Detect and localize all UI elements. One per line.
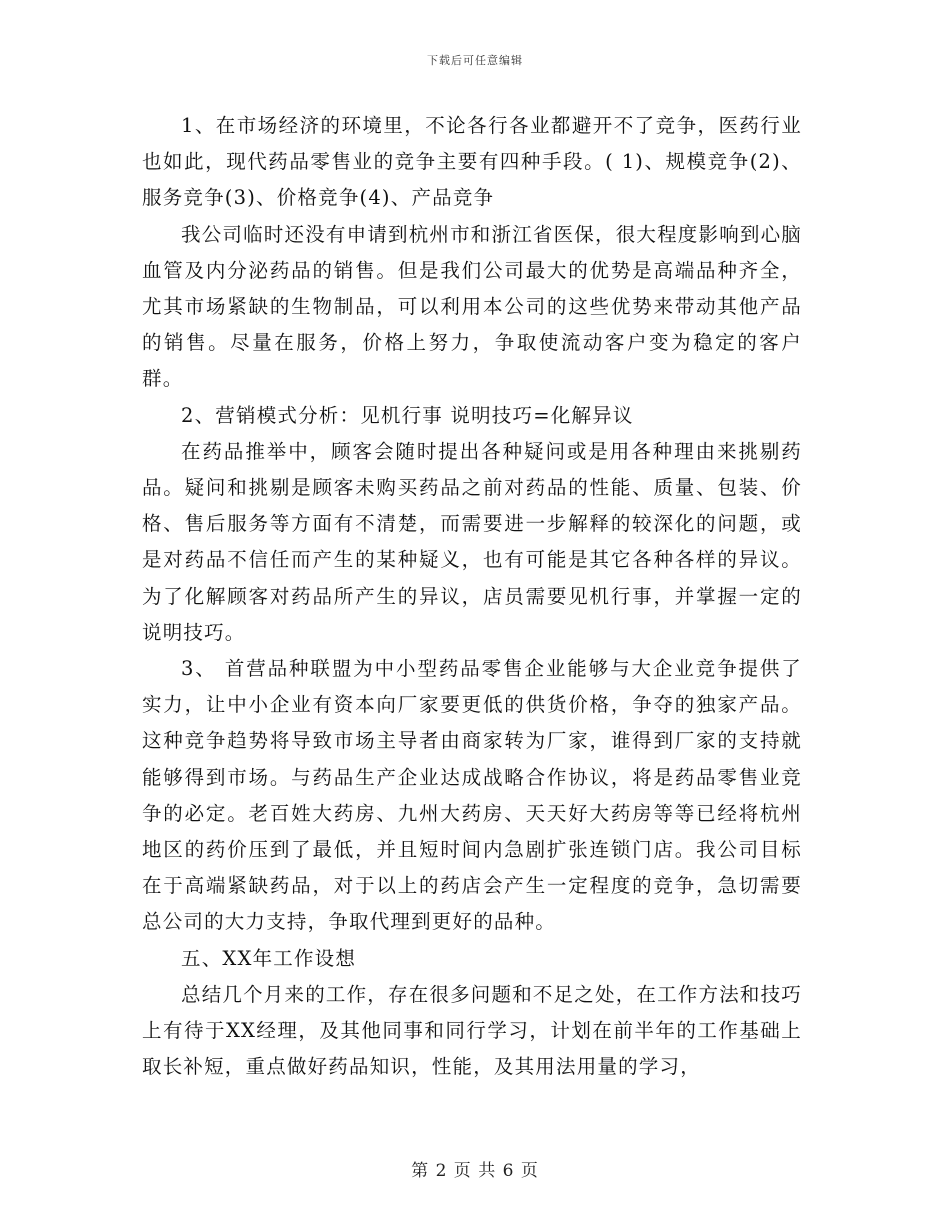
document-body [142,108,802,1085]
page-footer: 第 2 页 共 6 页 [411,1161,539,1181]
paragraph-objection-handling: 在药品推举中，顾客会随时提出各种疑问或是用各种理由来挑剔药品。疑问和挑剔是顾客未购买药品之前对药品的性能、质量、包装、价格、售后服务等方面有不清楚，而需要进一步解释的较深化的问题，或是对药品不信任而产生的某种疑义，也有可能是其它各种各样的异议。为了化解顾客对药品所产生的异议，店员需要见机行事，并掌握一定的说明技巧。 [142,439,802,644]
paragraph-competition-means: 1、在市场经济的环境里，不论各行各业都避开不了竞争，医药行业也如此，现代药品零售业的竞争主要有四种手段。( 1)、规模竞争(2)、服务竞争(3)、价格竞争(4)、产品竞争 [142,114,802,210]
paragraph-company-status: 我公司临时还没有申请到杭州市和浙江省医保，很大程度影响到心脑血管及内分泌药品的销售。但是我们公司最大的优势是高端品种齐全，尤其市场紧缺的生物制品，可以利用本公司的这些优势来带动其他产品的销售。尽量在服务，价格上努力，争取使流动客户变为稳定的客户群。 [142,222,803,391]
section-heading-work-plan: 五、XX年工作设想 [181,946,357,970]
paragraph-alliance: 3、 首营品种联盟为中小型药品零售企业能够与大企业竞争提供了实力，让中小企业有资本向厂家要更低的供货价格，争夺的独家产品。这种竞争趋势将导致市场主导者由商家转为厂家，谁得到厂家的支持就能够得到市场。与药品生产企业达成战略合作协议，将是药品零售业竞争的必定。老百姓大药房、九州大药房、天天好大药房等等已经将杭州地区的药价压到了最低，并且短时间内急剧扩张连锁门店。我公司目标在于高端紧缺药品，对于以上的药店会产生一定程度的竞争，急切需要总公司的大力支持，争取代理到更好的品种。 [142,657,802,934]
paragraph-marketing-model-heading: 2、营销模式分析：见机行事 说明技巧=化解异议 [181,403,634,427]
page-header: 下载后可任意编辑 [427,54,523,67]
paragraph-work-summary: 总结几个月来的工作，存在很多问题和不足之处，在工作方法和技巧上有待于XX经理，及其他同事和同行学习，计划在前半年的工作基础上取长补短，重点做好药品知识，性能，及其用法用量的学习， [142,982,803,1079]
